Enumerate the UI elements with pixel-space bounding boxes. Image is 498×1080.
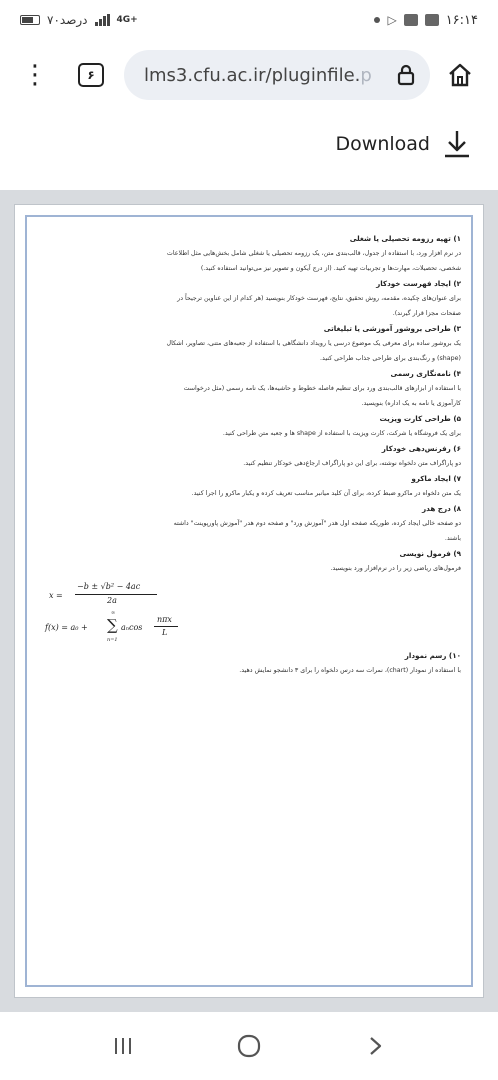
task-text: فرمول‌های ریاضی زیر را در نرم‌افزار ورد بنویسید. [330, 565, 461, 572]
task-text: دو صفحه خالی ایجاد کرده، طوریکه صفحه اول هدر "آموزش ورد" و صفحه دوم هدر "آموزش پاورپوینت" داشته [173, 520, 461, 527]
task-item [37, 231, 461, 276]
browser-toolbar [0, 44, 498, 106]
formula1-lhs: x = [49, 591, 63, 600]
formula2-sum: ∑ [107, 616, 118, 634]
task-list [37, 231, 461, 576]
network-type: 4G+ [116, 15, 138, 25]
tab-switcher-button[interactable] [78, 63, 104, 87]
task-item [37, 471, 461, 501]
address-bar[interactable] [124, 50, 430, 100]
url-fade: p [360, 64, 372, 86]
task-text: با استفاده از نمودار (chart)، نمرات سه درس دلخواه را برای ۳ دانشجو نمایش دهید. [239, 667, 461, 674]
task-item [37, 366, 461, 411]
download-icon [442, 128, 472, 160]
task-item [37, 501, 461, 546]
home-icon[interactable] [444, 59, 476, 91]
url-main: lms3.cfu.ac.ir/pluginfile. [144, 64, 361, 86]
clock: ۱۶:۱۴ [445, 12, 478, 28]
pdf-viewer[interactable] [0, 190, 498, 1012]
status-bar [0, 0, 498, 40]
task-heading: ۲) ایجاد فهرست خودکار [376, 279, 461, 288]
task-heading: ۱) تهیه رزومه تحصیلی یا شغلی [349, 234, 461, 243]
url-text [144, 65, 396, 86]
formula2-sum-bottom: n=1 [107, 637, 118, 643]
task-heading: ۱۰) رسم نمودار [404, 651, 461, 660]
play-icon: ▷ [387, 13, 397, 27]
formula2-fraction-bar [154, 626, 178, 627]
task-item [37, 321, 461, 366]
task-item-chart [37, 648, 461, 678]
formula2-lhs: f(x) = a₀ + [45, 623, 88, 632]
task-heading: ۷) ایجاد ماکرو [411, 474, 461, 483]
more-vert-icon[interactable]: ⋮ [22, 60, 48, 90]
formula2-term: aₙcos [121, 623, 143, 632]
formula1-numerator: −b ± √b² − 4ac [77, 582, 141, 591]
task-heading: ۸) درج هدر [422, 504, 461, 513]
battery-icon [20, 15, 40, 25]
formula2-sum-top: ∞ [111, 610, 116, 616]
battery-text: ۷۰درصد [47, 13, 88, 27]
gallery-icon [425, 14, 439, 26]
formula-quadratic [37, 580, 461, 610]
pdf-page [14, 204, 484, 998]
task-text: صفحات مجزا قرار گیرند). [392, 310, 461, 317]
signal-icon [95, 14, 110, 26]
nav-home-icon[interactable] [229, 1026, 269, 1066]
task-text: برای یک فروشگاه یا شرکت، کارت ویزیت با استفاده از shape ها و جعبه متن طراحی کنید. [222, 430, 461, 437]
formula-fourier [37, 610, 461, 644]
back-icon[interactable] [355, 1026, 395, 1066]
task-item [37, 411, 461, 441]
task-text: یک بروشور ساده برای معرفی یک موضوع درسی یا رویداد دانشگاهی با استفاده از جعبه‌های متنی، تصاویر، اشکال [166, 340, 461, 347]
navigation-bar [0, 1012, 498, 1080]
task-item [37, 276, 461, 321]
download-label: Download [335, 133, 430, 155]
download-button[interactable] [336, 124, 472, 164]
task-text: باشند. [444, 535, 461, 542]
lock-icon[interactable] [396, 62, 416, 88]
task-text: یک متن دلخواه در ماکرو ضبط کرده، برای آن کلید میانبر مناسب تعریف کرده و یکبار ماکرو را اجرا کنید. [191, 490, 461, 497]
task-text: برای عنوان‌های چکیده، مقدمه، روش تحقیق، نتایج، فهرست خودکار بنویسید (هر کدام از این عناوین ترجیحاً در [177, 295, 461, 302]
status-left [20, 13, 138, 27]
task-heading: ۶) رفرنس‌دهی خودکار [381, 444, 461, 453]
tab-count: ۶ [87, 68, 95, 82]
task-heading: ۴) نامه‌نگاری رسمی [390, 369, 461, 378]
formula1-fraction-bar [75, 594, 157, 595]
task-item [37, 546, 461, 576]
task-heading: ۹) فرمول نویسی [399, 549, 461, 558]
task-text: دو پاراگراف متن دلخواه نوشته، برای این دو پاراگراف ارجاع‌دهی خودکار تنظیم کنید. [243, 460, 461, 467]
formula2-numerator: nπx [157, 615, 172, 624]
video-icon [404, 14, 418, 26]
task-text: در نرم افزار ورد، با استفاده از جدول، قالب‌بندی متن، یک رزومه تحصیلی یا شغلی شامل بخش‌هایی مثل اطلاعات [166, 250, 461, 257]
formula2-denominator: L [162, 628, 168, 637]
document-body [37, 231, 461, 678]
task-item [37, 441, 461, 471]
task-heading: ۳) طراحی بروشور آموزشی یا تبلیغاتی [323, 324, 461, 333]
status-right [374, 13, 478, 28]
task-text: با استفاده از ابزارهای قالب‌بندی ورد برای تنظیم فاصله خطوط و حاشیه‌ها، یک نامه رسمی (مثل درخواست [183, 385, 461, 392]
task-text: کارآموزی یا نامه به یک اداره) بنویسید. [361, 400, 461, 407]
task-text: شخصی، تحصیلات، مهارت‌ها و تجربیات تهیه کنید. (از درج آیکون و تصویر نیز می‌توانید استفاده کنید.) [200, 265, 461, 272]
task-text: (shape) و رنگ‌بندی برای طراحی جذاب طراحی کنید. [320, 355, 461, 362]
recents-icon[interactable] [103, 1026, 143, 1066]
formula1-denominator: 2a [107, 596, 117, 605]
notification-dot-icon [374, 17, 380, 23]
task-heading: ۵) طراحی کارت ویزیت [379, 414, 461, 423]
